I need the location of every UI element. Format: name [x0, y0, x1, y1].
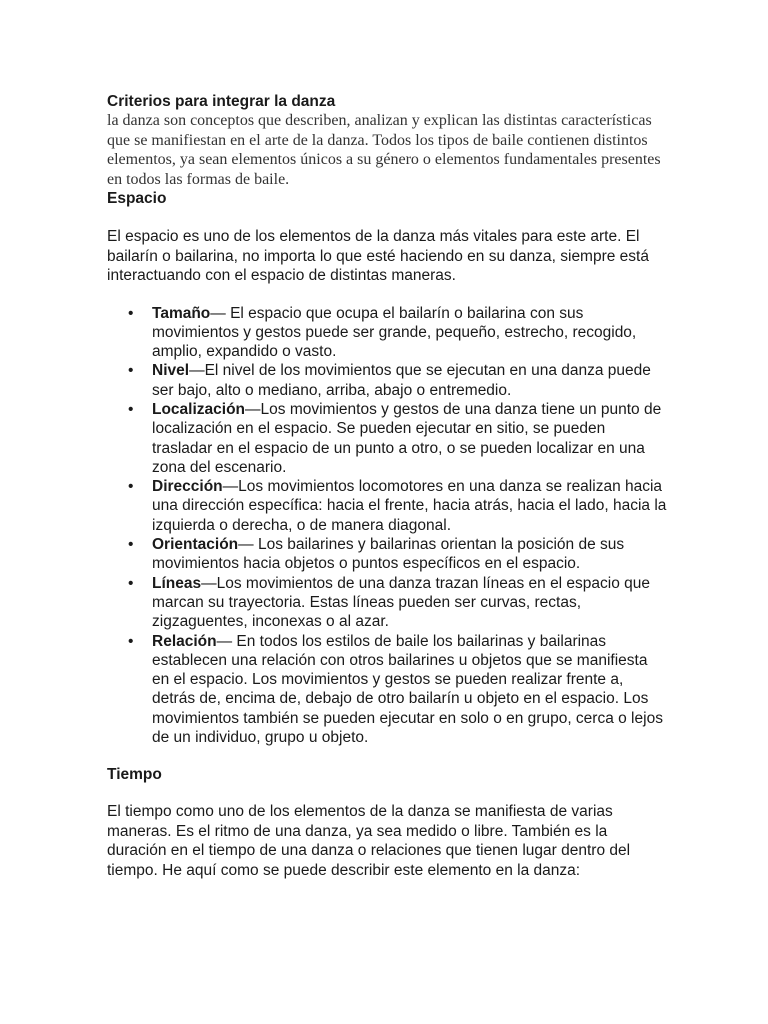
espacio-paragraph: El espacio es uno de los elementos de la danza más vitales para este arte. El bailarín o bailarina, no importa lo que esté haciendo en su danza, siempre está interactuando con el espacio de distintas maneras. — [107, 228, 649, 284]
list-item-term: Dirección — [152, 478, 223, 496]
list-item-text: — El espacio que ocupa el bailarín o bailarina con sus movimientos y gestos puede ser grande, pequeño, estrecho, recogido, amplio, expandido o vasto. — [152, 304, 637, 361]
list-item-text: — En todos los estilos de baile los bailarinas y bailarinas establecen una relación con otros bailarines u objetos que se manifiesta en el espacio. Los movimientos y gestos se pueden realizar frente a, detrás de, encima de, debajo de otro bailarín u objeto en el espacio. Los movimientos también se pueden ejecutar en solo o en grupo, cerca o lejos de un individuo, grupo u objeto. — [152, 632, 663, 747]
document-title: Criterios para integrar la danza — [107, 93, 336, 110]
list-item-nivel — [107, 361, 667, 400]
bullet-icon: • — [128, 362, 134, 380]
list-item-text: —El nivel de los movimientos que se ejecutan en una danza puede ser bajo, alto o mediano, arriba, abajo o entremedio. — [152, 362, 651, 399]
list-item-term: Orientación — [152, 536, 239, 554]
bullet-icon: • — [128, 400, 134, 418]
list-item-tamano — [107, 304, 667, 362]
list-item-text: — Los bailarines y bailarinas orientan la posición de sus movimientos hacia objetos o puntos específicos en el espacio. — [152, 536, 625, 573]
list-item-term: Localización — [152, 400, 246, 418]
list-item-term: Tamaño — [152, 304, 211, 322]
intro-paragraph: la danza son conceptos que describen, analizan y explican las distintas características que se manifiestan en el arte de la danza. Todos los tipos de baile contienen distintos elementos, ya sean elementos únicos a su género o elementos fundamentales presentes en todos las formas de baile. — [107, 112, 661, 188]
list-item-relacion — [107, 632, 667, 748]
document-page — [107, 92, 667, 880]
list-item-text: —Los movimientos locomotores en una danza se realizan hacia una dirección específica: hacia el frente, hacia atrás, hacia el lado, hacia la izquierda o derecha, o de manera diagonal. — [152, 478, 667, 534]
list-item-term: Relación — [152, 632, 217, 650]
bullet-icon: • — [128, 536, 134, 554]
list-item-term: Nivel — [152, 362, 190, 380]
list-item-localizacion — [107, 400, 667, 477]
list-item-lineas — [107, 574, 667, 632]
list-item-text: —Los movimientos de una danza trazan líneas en el espacio que marcan su trayectoria. Estas líneas pueden ser curvas, rectas, zigzaguentes, inconexas o al azar. — [152, 574, 651, 631]
list-item-text: —Los movimientos y gestos de una danza tiene un punto de localización en el espacio. Se pueden ejecutar en sitio, se pueden trasladar en el espacio de un punto a otro, o se pueden localizar en una zona del escenario. — [152, 400, 662, 476]
list-item-orientacion — [107, 535, 667, 574]
tiempo-paragraph: El tiempo como uno de los elementos de la danza se manifiesta de varias maneras. Es el ritmo de una danza, ya sea medido o libre. También es la duración en el tiempo de una danza o relaciones que tienen lugar dentro del tiempo. He aquí como se puede describir este elemento en la danza: — [107, 803, 631, 879]
bullet-icon: • — [128, 574, 134, 592]
list-item-term: Líneas — [152, 574, 202, 592]
bullet-icon: • — [128, 632, 134, 650]
bullet-icon: • — [128, 478, 134, 496]
tiempo-heading: Tiempo — [107, 766, 162, 784]
list-item-direccion — [107, 477, 667, 535]
espacio-bullet-list — [107, 304, 667, 748]
espacio-heading: Espacio — [107, 190, 167, 207]
bullet-icon: • — [128, 304, 134, 322]
